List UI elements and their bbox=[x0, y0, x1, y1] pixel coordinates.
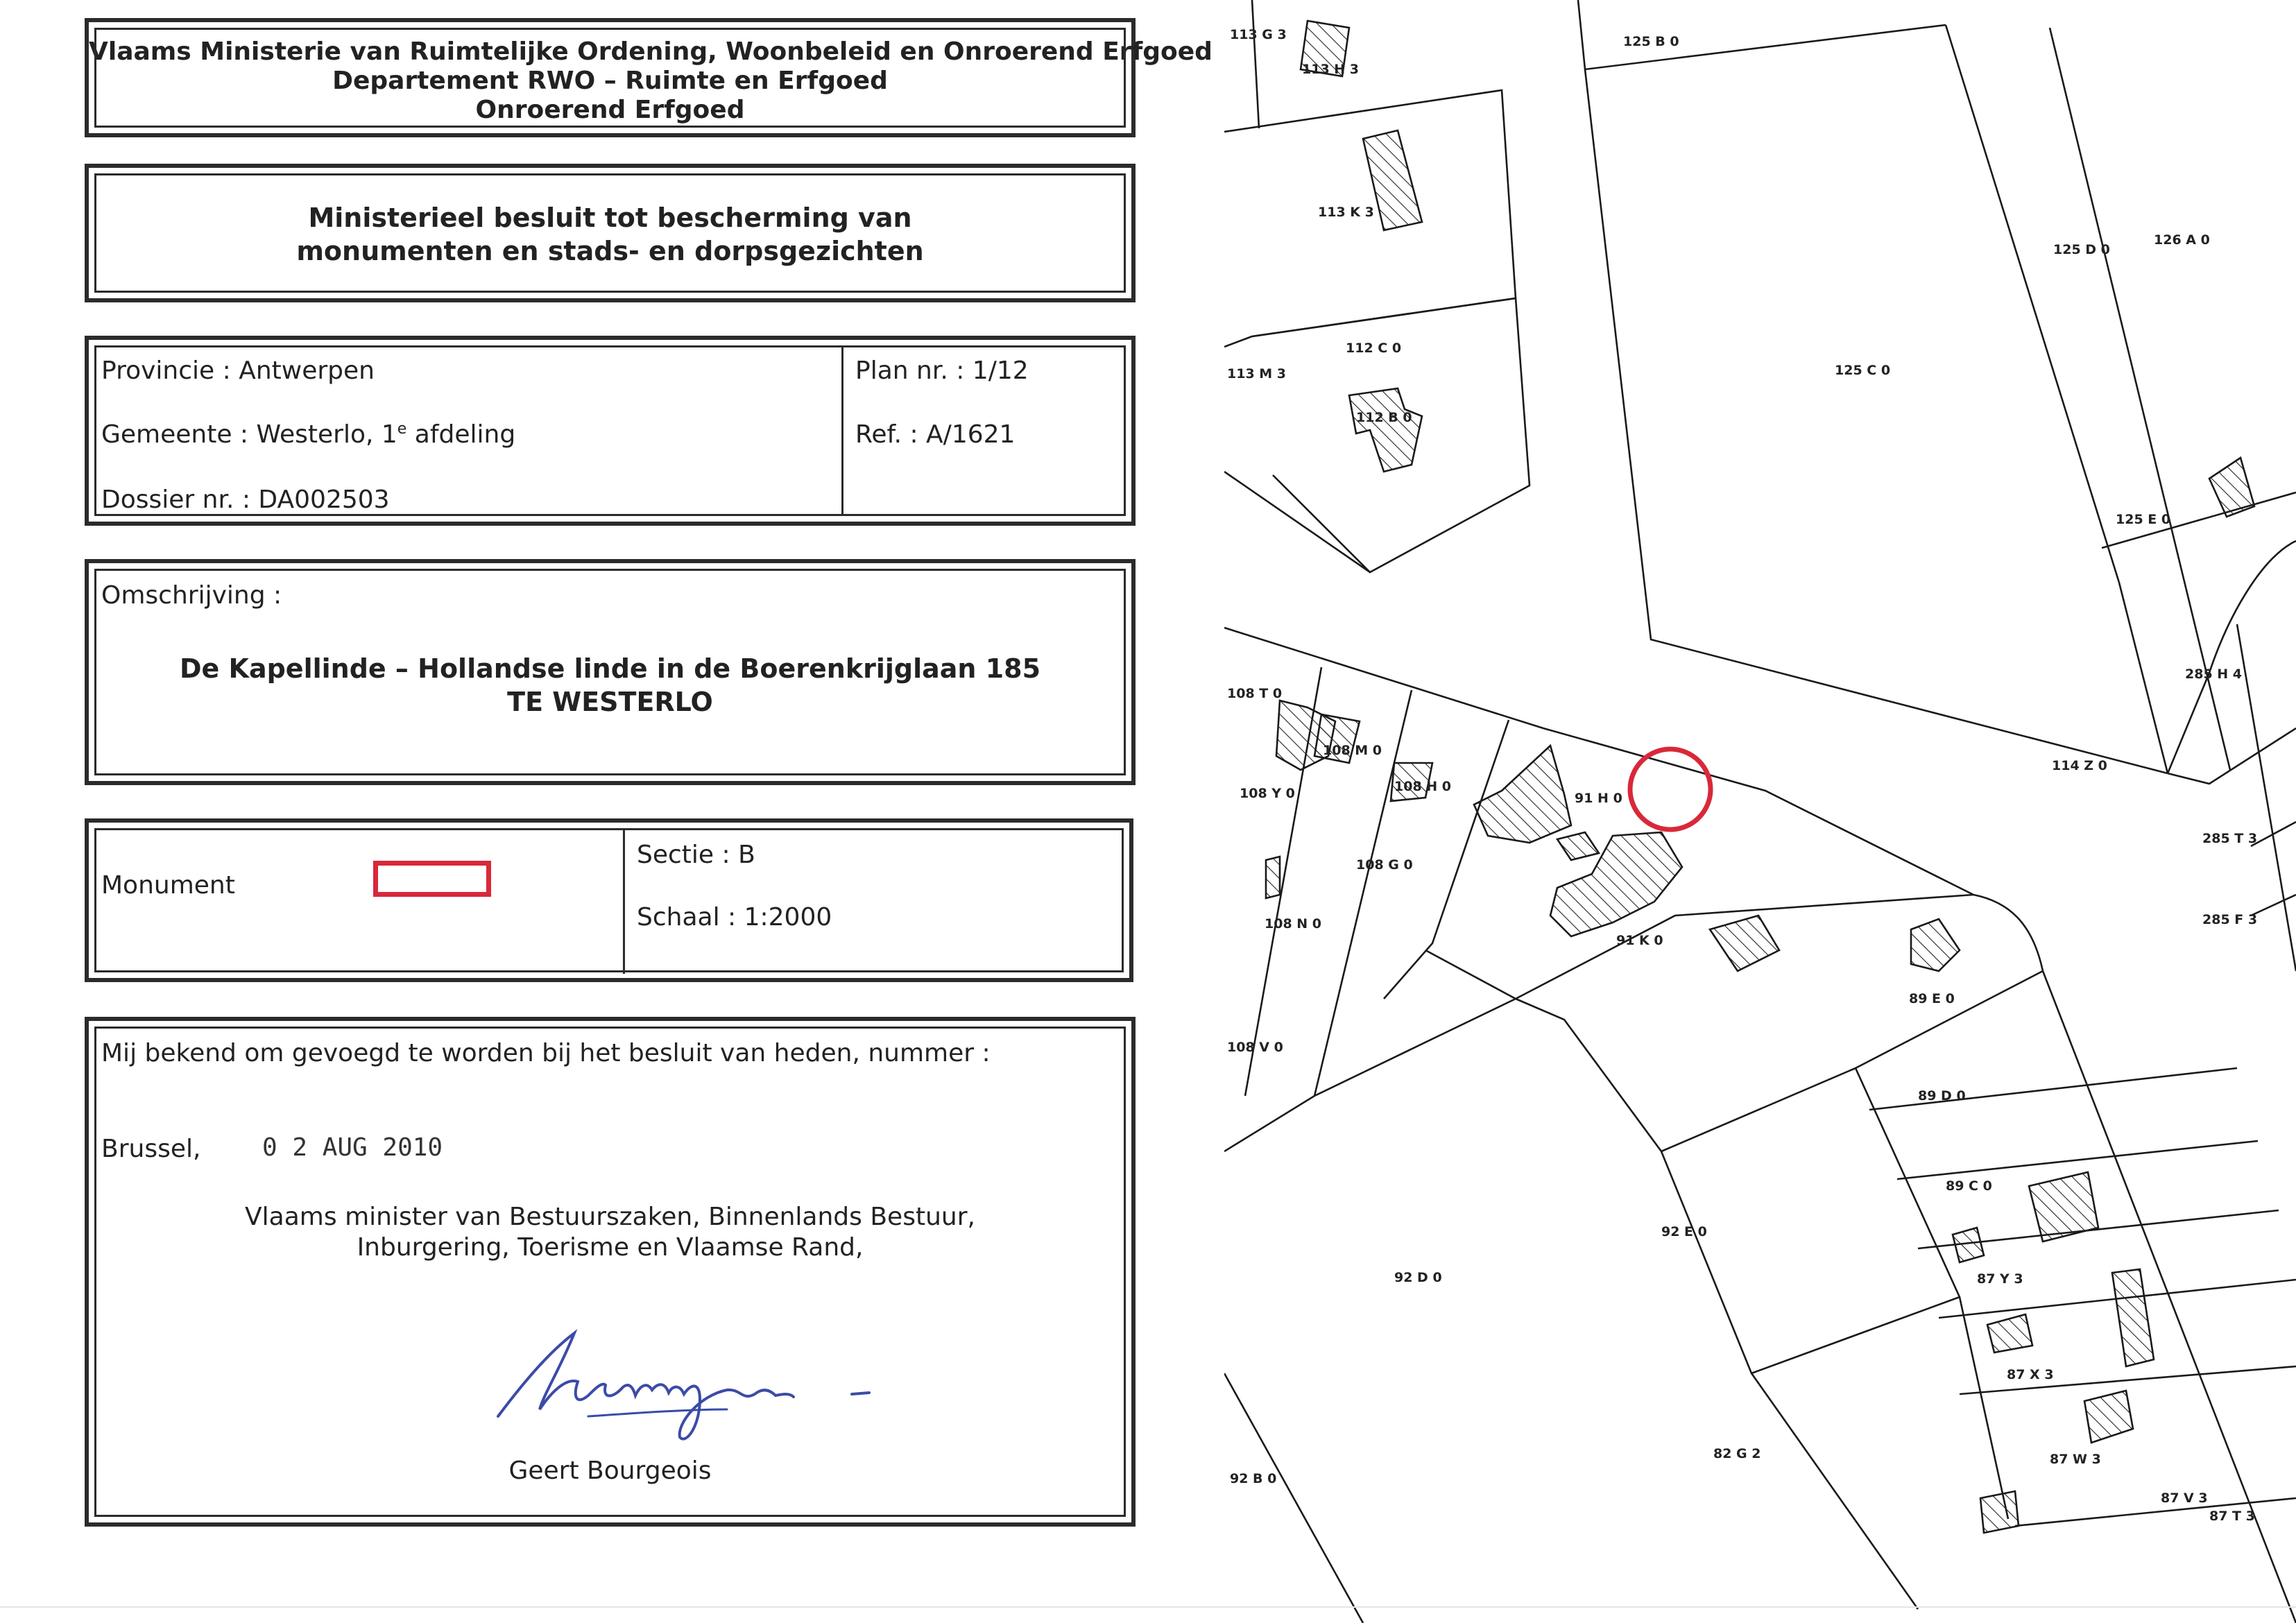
parcel-label: 87 T 3 bbox=[2209, 1509, 2255, 1524]
parcel-label: 92 E 0 bbox=[1661, 1224, 1707, 1239]
ministry-header-box bbox=[85, 18, 1213, 137]
parcel-label: 87 X 3 bbox=[2007, 1367, 2054, 1382]
parcel-label: 87 W 3 bbox=[2050, 1452, 2101, 1467]
parcel-label: 125 D 0 bbox=[2053, 242, 2110, 257]
schaal-field: Schaal : 1:2000 bbox=[637, 903, 832, 931]
gemeente-text: Gemeente : Westerlo, 1 bbox=[101, 420, 397, 449]
parcel-label: 108 V 0 bbox=[1227, 1040, 1283, 1055]
parcel-label: 89 C 0 bbox=[1946, 1178, 1992, 1194]
parcel-label: 91 K 0 bbox=[1616, 933, 1663, 948]
info-divider bbox=[841, 345, 843, 516]
parcel-label: 285 T 3 bbox=[2202, 831, 2258, 846]
parcel-label: 112 C 0 bbox=[1346, 341, 1402, 356]
monument-location-marker bbox=[1630, 749, 1711, 830]
parcel-label: 285 H 4 bbox=[2185, 667, 2243, 682]
decree-title-line-1: Ministerieel besluit tot bescherming van bbox=[308, 203, 912, 233]
description-line-2: TE WESTERLO bbox=[507, 687, 713, 717]
provincie-field: Provincie : Antwerpen bbox=[101, 357, 375, 385]
sectie-field: Sectie : B bbox=[637, 841, 755, 869]
parcel-label: 113 K 3 bbox=[1318, 205, 1374, 220]
parcel-label: 285 F 3 bbox=[2202, 912, 2258, 927]
legend-box bbox=[85, 818, 1133, 982]
parcel-label: 89 E 0 bbox=[1909, 991, 1955, 1006]
parcel-label: 89 D 0 bbox=[1918, 1088, 1966, 1104]
parcel-label: 113 M 3 bbox=[1227, 366, 1287, 381]
info-box bbox=[85, 336, 1136, 526]
parcel-label: 113 G 3 bbox=[1230, 27, 1287, 42]
parcel-label: 112 B 0 bbox=[1356, 410, 1412, 425]
legend-divider bbox=[623, 828, 625, 974]
parcel-label: 114 Z 0 bbox=[2052, 758, 2107, 773]
parcel-label: 108 T 0 bbox=[1227, 686, 1283, 701]
ministry-line-3: Onroerend Erfgoed bbox=[475, 96, 745, 124]
parcel-label: 125 C 0 bbox=[1835, 363, 1891, 378]
parcel-label: 92 D 0 bbox=[1394, 1270, 1442, 1285]
parcel-label: 91 H 0 bbox=[1575, 791, 1622, 806]
signature bbox=[491, 1312, 880, 1451]
description-label: Omschrijving : bbox=[101, 581, 282, 610]
decree-title-line-2: monumenten en stads- en dorpsgezichten bbox=[296, 236, 924, 266]
dossier-field: Dossier nr. : DA002503 bbox=[101, 486, 390, 514]
parcel-label: 108 Y 0 bbox=[1240, 786, 1295, 801]
ministry-line-2: Departement RWO – Ruimte en Erfgoed bbox=[332, 67, 888, 95]
parcel-label: 92 B 0 bbox=[1230, 1471, 1277, 1486]
ministry-line-1: Vlaams Ministerie van Ruimtelijke Ordening, Woonbeleid en Onroerend Erfgoed bbox=[89, 37, 1213, 66]
parcel-label: 113 H 3 bbox=[1302, 62, 1360, 77]
approval-intro: Mij bekend om gevoegd te worden bij het besluit van heden, nummer : bbox=[101, 1039, 991, 1067]
signatory-name: Geert Bourgeois bbox=[508, 1457, 712, 1485]
decree-title-box bbox=[85, 164, 1136, 302]
parcel-label: 125 E 0 bbox=[2116, 512, 2171, 527]
monument-label: Monument bbox=[101, 871, 235, 900]
monument-legend-swatch bbox=[373, 861, 491, 897]
parcel-label: 87 Y 3 bbox=[1977, 1271, 2023, 1287]
gemeente-suffix: afdeling bbox=[406, 420, 516, 449]
minister-title-line-1: Vlaams minister van Bestuurszaken, Binnenlands Bestuur, bbox=[245, 1203, 975, 1231]
approval-box bbox=[85, 1017, 1136, 1527]
parcel-label: 82 G 2 bbox=[1713, 1446, 1761, 1461]
parcel-label: 108 H 0 bbox=[1394, 779, 1452, 794]
minister-title-line-2: Inburgering, Toerisme en Vlaamse Rand, bbox=[357, 1233, 864, 1262]
approval-date-stamp: 0 2 AUG 2010 bbox=[262, 1133, 443, 1162]
approval-place: Brussel, bbox=[101, 1135, 201, 1163]
gemeente-field bbox=[101, 420, 515, 449]
parcel-label: 108 G 0 bbox=[1356, 857, 1413, 873]
parcel-label: 108 M 0 bbox=[1323, 743, 1382, 758]
description-line-1: De Kapellinde – Hollandse linde in de Boerenkrijglaan 185 bbox=[179, 653, 1041, 684]
parcel-labels bbox=[1227, 27, 2257, 1524]
plan-field: Plan nr. : 1/12 bbox=[855, 357, 1029, 385]
description-box bbox=[85, 559, 1136, 785]
parcel-label: 125 B 0 bbox=[1623, 34, 1679, 49]
cadastral-map bbox=[1224, 0, 2296, 1623]
scan-fold-line bbox=[0, 1606, 2296, 1608]
ref-field: Ref. : A/1621 bbox=[855, 420, 1016, 449]
parcel-label: 126 A 0 bbox=[2154, 232, 2210, 248]
parcel-label: 87 V 3 bbox=[2161, 1491, 2208, 1506]
parcel-label: 108 N 0 bbox=[1265, 916, 1322, 931]
gemeente-superscript: e bbox=[397, 420, 407, 438]
